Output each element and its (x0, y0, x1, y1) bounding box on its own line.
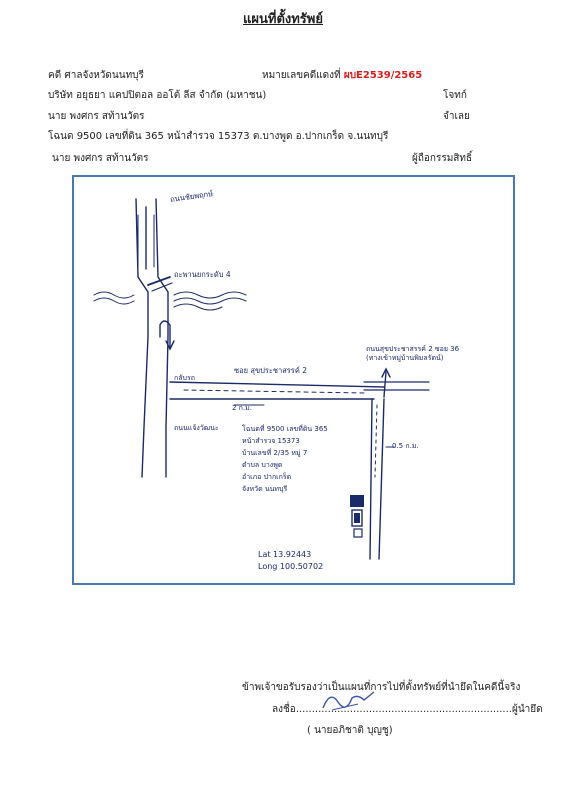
label-soi-distance: 2 ก.ม. (232, 404, 252, 412)
certify-text: ข้าพเจ้าขอรับรองว่าเป็นแผนที่การไปที่ตั้งทรัพย์ที่นำยึดในคดีนี้จริง (242, 682, 521, 693)
label-side-distance: 0.5 ก.ม. (392, 442, 419, 450)
court-label: คดี ศาลจังหวัดนนทบุรี (48, 70, 144, 81)
hand-drawn-map (74, 177, 513, 583)
label-side-road-name: ถนนสุขประชาสรรค์ 2 ซอย 36 (366, 345, 460, 353)
highway-right-edge (156, 199, 168, 477)
river-left (94, 292, 134, 298)
owner-name: นาย พงศกร สท้านวัตร (52, 153, 149, 164)
signature-mark (318, 686, 378, 716)
soi-top-edge (170, 382, 384, 387)
case-no-prefix: หมายเลขคดีแดงที่ (262, 70, 341, 81)
side-road-right-edge (379, 399, 384, 559)
signer-name: ( นายอภิชาติ บุญชู) (307, 725, 393, 736)
deed-text: โฉนด 9500 เลขที่ดิน 365 หน้าสำรวจ 15373 ต.บางพูด อ.ปากเกร็ด จ.นนทบุรี (48, 131, 389, 142)
case-no-label (262, 68, 422, 83)
owner-role: ผู้ถือกรรมสิทธิ์ (412, 153, 473, 164)
sign-dots: .................................................................... (295, 704, 512, 715)
label-side-road (366, 345, 476, 363)
label-highway: ถนนชัยพฤกษ์ (169, 189, 214, 204)
label-side-road-note: (ทางเข้าหมู่บ้านพิมลรัตน์) (366, 354, 444, 362)
label-u-turn: กลับรถ (174, 374, 195, 382)
parcel-line: จังหวัด นนทบุรี (242, 485, 288, 493)
case-no-value: ผบE2539/2565 (343, 70, 423, 81)
side-road-left-edge (370, 399, 372, 559)
label-bridge: ถะพานยกระดับ 4 (174, 270, 231, 279)
signature-line (272, 702, 543, 717)
longitude: Long 100.50702 (258, 562, 324, 571)
sign-role: ผู้นำยึด (511, 704, 543, 715)
defendant-name: นาย พงศกร สท้านวัตร (48, 111, 145, 122)
parcel-line: ตำบล บางพูด (242, 461, 283, 469)
label-soi: ซอย สุขประชาสรรค์ 2 (234, 366, 308, 375)
parcel-line: บ้านเลขที่ 2/35 หมู่ 7 (242, 449, 308, 457)
latitude: Lat 13.92443 (258, 550, 312, 559)
defendant-role: จำเลย (443, 111, 470, 122)
label-lower-road: ถนนแจ้งวัฒนะ (174, 424, 219, 432)
river-right (174, 292, 246, 298)
parcel-line: โฉนดที่ 9500 เลขที่ดิน 365 (242, 425, 328, 433)
map-frame (72, 175, 515, 585)
sign-prefix: ลงชื่อ (272, 704, 296, 715)
page-title: แผนที่ตั้งทรัพย์ (243, 12, 323, 27)
house-icon (350, 495, 364, 537)
parcel-line: อำเภอ ปากเกร็ด (242, 473, 292, 481)
plaintiff-role: โจทก์ (443, 90, 467, 101)
plaintiff-name: บริษัท อยุธยา แคปปิตอล ออโต้ ลีส จำกัด (มหาชน) (48, 90, 267, 101)
coordinates (258, 549, 323, 573)
parcel-info (242, 423, 328, 495)
parcel-line: หน้าสำรวจ 15373 (242, 437, 300, 445)
